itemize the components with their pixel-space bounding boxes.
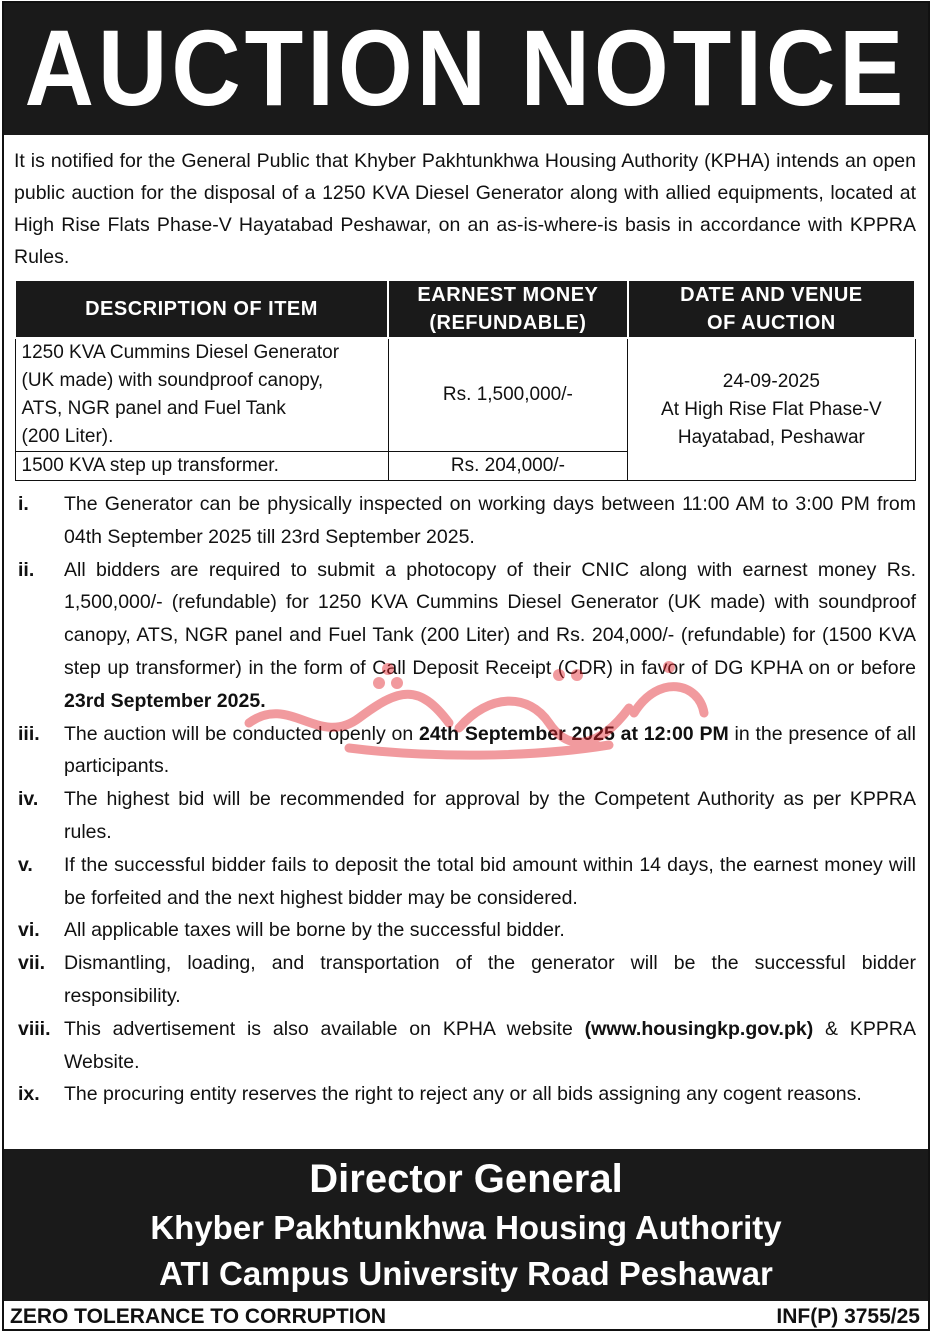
- list-item: [14, 783, 916, 849]
- term-number: iii.: [18, 722, 40, 745]
- desc-line: (200 Liter).: [21, 426, 114, 447]
- term-number: viii.: [18, 1017, 51, 1040]
- term-text: All applicable taxes will be borne by the successful bidder.: [64, 919, 565, 942]
- list-item: [14, 947, 916, 1013]
- term-number: vi.: [18, 919, 40, 942]
- header-earnest-money: [388, 280, 628, 338]
- list-item: [14, 718, 916, 784]
- term-bold-datetime: 24th September 2025 at 12:00 PM: [418, 722, 729, 745]
- term-number: ii.: [18, 558, 35, 581]
- table-header-row: [15, 280, 915, 338]
- item-description-generator: [15, 338, 388, 452]
- auction-date: 24-09-2025: [722, 370, 820, 392]
- list-item: [14, 1078, 916, 1111]
- desc-line: 1250 KVA Cummins Diesel Generator: [21, 342, 340, 363]
- earnest-transformer: Rs. 204,000/-: [388, 452, 628, 481]
- slogan: ZERO TOLERANCE TO CORRUPTION: [10, 1305, 387, 1328]
- term-text: All bidders are required to submit a photocopy of their CNIC along with earnest money Rs. 1,500,000/- (refundable) for 1250 KVA Cummins Diesel Generator (UK made) with soundproof canopy, ATS, NGR panel and Fuel Tank (200 Liter) and Rs. 204,000/- (refundable) for (1500 KVA step up transformer) in the form of Call Deposit Receipt (CDR) in favor of DG KPHA on or before: [64, 558, 916, 679]
- header-description: DESCRIPTION OF ITEM: [15, 280, 388, 338]
- notice-title: AUCTION NOTICE: [24, 8, 908, 129]
- header-earnest-line2: (REFUNDABLE): [429, 312, 587, 334]
- term-number: vii.: [18, 952, 46, 975]
- term-bold-website: (www.housingkp.gov.pk): [584, 1017, 814, 1040]
- term-number: iv.: [18, 788, 39, 811]
- header-date-venue: [628, 280, 915, 338]
- desc-line: (UK made) with soundproof canopy,: [21, 370, 324, 391]
- auction-items-table: [14, 279, 916, 481]
- term-number: v.: [18, 853, 33, 876]
- auction-venue-line2: Hayatabad, Peshawar: [677, 426, 865, 448]
- term-number: i.: [18, 493, 29, 515]
- item-description-transformer: 1500 KVA step up transformer.: [15, 452, 388, 481]
- auction-notice-page: [2, 1, 930, 1331]
- header-venue-line2: OF AUCTION: [707, 312, 836, 334]
- term-text-end: .: [260, 689, 266, 712]
- organization-name: Khyber Pakhtunkhwa Housing Authority: [150, 1209, 782, 1246]
- designation: Director General: [309, 1157, 623, 1201]
- term-text-end: & KPPRA Website.: [64, 1017, 916, 1073]
- term-text: The Generator can be physically inspected on working days between 11:00 AM to 3:00 PM from 04th September 2025 till 23rd September 2025.: [64, 493, 916, 548]
- reference-number: INF(P) 3755/25: [776, 1305, 920, 1328]
- desc-line: ATS, NGR panel and Fuel Tank: [21, 398, 286, 419]
- list-item: [14, 554, 916, 718]
- intro-paragraph: It is notified for the General Public that Khyber Pakhtunkhwa Housing Authority (KPHA) intends an open public auction for the disposal of a 1250 KVA Diesel Generator along with allied equipments, located at High Rise Flats Phase-V Hayatabad Peshawar, on an as-is-where-is basis in accordance with KPPRA Rules.: [14, 150, 916, 268]
- list-item: [14, 849, 916, 915]
- term-text-end: in the presence of all participants.: [64, 722, 916, 778]
- term-text: This advertisement is also available on KPHA website: [64, 1017, 585, 1040]
- term-text: Dismantling, loading, and transportation of the generator will be the successful bidder responsibility.: [64, 952, 916, 1007]
- term-text: The procuring entity reserves the right to reject any or all bids assigning any cogent reasons.: [64, 1083, 862, 1106]
- list-item: [14, 488, 916, 554]
- term-text: If the successful bidder fails to deposit the total bid amount within 14 days, the earnest money will be forfeited and the next highest bidder may be considered.: [64, 853, 916, 909]
- auction-date-venue: [628, 338, 915, 481]
- organization-address: ATI Campus University Road Peshawar: [159, 1255, 773, 1292]
- signature-block: [4, 1149, 928, 1301]
- list-item: [14, 914, 916, 947]
- header-venue-line1: DATE AND VENUE: [680, 284, 863, 306]
- earnest-generator: Rs. 1,500,000/-: [388, 338, 628, 452]
- auction-venue-line1: At High Rise Flat Phase-V: [661, 398, 882, 420]
- term-bold-date: 23rd September 2025: [64, 689, 261, 712]
- term-text: The auction will be conducted openly on: [64, 722, 419, 745]
- title-banner: [4, 3, 928, 135]
- table-row: [15, 338, 915, 452]
- header-earnest-line1: EARNEST MONEY: [417, 284, 599, 306]
- terms-list: [14, 488, 916, 1111]
- term-number: ix.: [18, 1083, 40, 1106]
- list-item: [14, 1013, 916, 1079]
- term-text: The highest bid will be recommended for approval by the Competent Authority as per KPPRA rules.: [64, 788, 916, 843]
- bottom-strip: [4, 1303, 928, 1331]
